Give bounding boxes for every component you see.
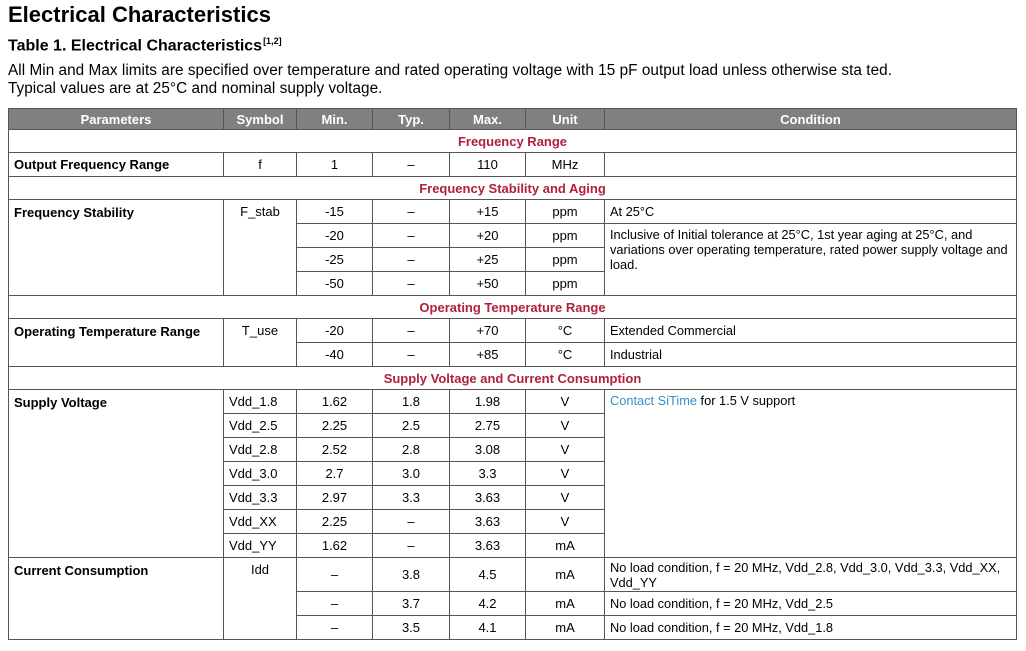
condition-cell: [605, 153, 1017, 177]
section-row: [9, 296, 1017, 319]
symbol-cell: Idd: [224, 558, 297, 640]
param-supply-voltage: Supply Voltage: [9, 390, 224, 558]
min-cell: -25: [297, 248, 373, 272]
typ-cell: –: [373, 510, 450, 534]
condition-cell: No load condition, f = 20 MHz, Vdd_1.8: [605, 616, 1017, 640]
unit-cell: mA: [526, 534, 605, 558]
param-frequency-stability: Frequency Stability: [9, 200, 224, 296]
symbol-cell: Vdd_2.8: [224, 438, 297, 462]
min-cell: –: [297, 558, 373, 592]
section-row: [9, 177, 1017, 200]
max-cell: 2.75: [450, 414, 526, 438]
min-cell: 1: [297, 153, 373, 177]
condition-cell: Extended Commercial: [605, 319, 1017, 343]
unit-cell: mA: [526, 616, 605, 640]
typ-cell: –: [373, 200, 450, 224]
page-title: Electrical Characteristics: [8, 2, 271, 27]
unit-cell: ppm: [526, 224, 605, 248]
max-cell: 110: [450, 153, 526, 177]
symbol-cell: Vdd_1.8: [224, 390, 297, 414]
min-cell: –: [297, 616, 373, 640]
min-cell: -40: [297, 343, 373, 367]
header-row: [9, 109, 1017, 130]
table-row: [9, 390, 1017, 414]
condition-cell: Inclusive of Initial tolerance at 25°C, 1st year aging at 25°C, and variations over operating temperature, rated power supply voltage and load.: [605, 224, 1017, 296]
max-cell: 3.08: [450, 438, 526, 462]
unit-cell: V: [526, 462, 605, 486]
electrical-characteristics-table: [8, 108, 1017, 640]
unit-cell: ppm: [526, 272, 605, 296]
table-row: [9, 319, 1017, 343]
unit-cell: °C: [526, 319, 605, 343]
min-cell: 2.97: [297, 486, 373, 510]
unit-cell: V: [526, 438, 605, 462]
header-typ: Typ.: [373, 109, 450, 130]
unit-cell: ppm: [526, 200, 605, 224]
symbol-cell: Vdd_3.0: [224, 462, 297, 486]
header-min: Min.: [297, 109, 373, 130]
typ-cell: 2.8: [373, 438, 450, 462]
symbol-cell: T_use: [224, 319, 297, 367]
typ-cell: 1.8: [373, 390, 450, 414]
symbol-cell: Vdd_YY: [224, 534, 297, 558]
table-caption-notes: [1,2]: [263, 36, 282, 46]
header-parameters: Parameters: [9, 109, 224, 130]
unit-cell: V: [526, 390, 605, 414]
unit-cell: V: [526, 414, 605, 438]
condition-cell: At 25°C: [605, 200, 1017, 224]
table-row: [9, 153, 1017, 177]
header-unit: Unit: [526, 109, 605, 130]
typ-cell: –: [373, 153, 450, 177]
min-cell: -20: [297, 319, 373, 343]
param-current-consumption: Current Consumption: [9, 558, 224, 640]
header-condition: Condition: [605, 109, 1017, 130]
max-cell: 1.98: [450, 390, 526, 414]
min-cell: 1.62: [297, 390, 373, 414]
header-symbol: Symbol: [224, 109, 297, 130]
condition-cell: No load condition, f = 20 MHz, Vdd_2.8, Vdd_3.0, Vdd_3.3, Vdd_XX, Vdd_YY: [605, 558, 1017, 592]
symbol-cell: Vdd_XX: [224, 510, 297, 534]
max-cell: 3.3: [450, 462, 526, 486]
max-cell: +70: [450, 319, 526, 343]
max-cell: +85: [450, 343, 526, 367]
typ-cell: 3.0: [373, 462, 450, 486]
max-cell: +20: [450, 224, 526, 248]
intro-line-2: Typical values are at 25°C and nominal supply voltage.: [8, 80, 383, 97]
condition-cell: No load condition, f = 20 MHz, Vdd_2.5: [605, 592, 1017, 616]
symbol-cell: f: [224, 153, 297, 177]
intro-line-1: All Min and Max limits are specified over temperature and rated operating voltage with 15 pF output load unless otherwise sta ted.: [8, 62, 892, 79]
max-cell: +50: [450, 272, 526, 296]
min-cell: –: [297, 592, 373, 616]
symbol-cell: Vdd_3.3: [224, 486, 297, 510]
max-cell: 3.63: [450, 534, 526, 558]
table-row: [9, 200, 1017, 224]
condition-cell: Industrial: [605, 343, 1017, 367]
unit-cell: MHz: [526, 153, 605, 177]
unit-cell: °C: [526, 343, 605, 367]
table-caption-text: Table 1. Electrical Characteristics: [8, 37, 263, 55]
unit-cell: ppm: [526, 248, 605, 272]
table-row: [9, 558, 1017, 592]
header-max: Max.: [450, 109, 526, 130]
min-cell: -15: [297, 200, 373, 224]
min-cell: -20: [297, 224, 373, 248]
section-frequency-stability: Frequency Stability and Aging: [9, 177, 1017, 200]
unit-cell: mA: [526, 592, 605, 616]
typ-cell: 3.3: [373, 486, 450, 510]
typ-cell: –: [373, 319, 450, 343]
section-row: [9, 367, 1017, 390]
section-operating-temperature: Operating Temperature Range: [9, 296, 1017, 319]
max-cell: 4.1: [450, 616, 526, 640]
min-cell: 2.52: [297, 438, 373, 462]
typ-cell: 2.5: [373, 414, 450, 438]
typ-cell: –: [373, 343, 450, 367]
max-cell: 4.2: [450, 592, 526, 616]
typ-cell: 3.7: [373, 592, 450, 616]
max-cell: +25: [450, 248, 526, 272]
unit-cell: V: [526, 486, 605, 510]
param-operating-temperature-range: Operating Temperature Range: [9, 319, 224, 367]
min-cell: 2.25: [297, 414, 373, 438]
typ-cell: –: [373, 272, 450, 296]
table-caption: [8, 36, 282, 55]
min-cell: 1.62: [297, 534, 373, 558]
typ-cell: –: [373, 534, 450, 558]
section-row: [9, 130, 1017, 153]
contact-sitime-link[interactable]: Contact SiTime: [610, 393, 697, 408]
max-cell: 3.63: [450, 510, 526, 534]
param-output-frequency-range: Output Frequency Range: [9, 153, 224, 177]
condition-text: for 1.5 V support: [697, 393, 796, 408]
section-frequency-range: Frequency Range: [9, 130, 1017, 153]
max-cell: +15: [450, 200, 526, 224]
intro-paragraph: [8, 62, 1023, 98]
typ-cell: –: [373, 224, 450, 248]
min-cell: 2.25: [297, 510, 373, 534]
symbol-cell: Vdd_2.5: [224, 414, 297, 438]
unit-cell: V: [526, 510, 605, 534]
condition-cell: [605, 390, 1017, 558]
max-cell: 3.63: [450, 486, 526, 510]
min-cell: 2.7: [297, 462, 373, 486]
min-cell: -50: [297, 272, 373, 296]
typ-cell: 3.5: [373, 616, 450, 640]
unit-cell: mA: [526, 558, 605, 592]
max-cell: 4.5: [450, 558, 526, 592]
typ-cell: –: [373, 248, 450, 272]
symbol-cell: F_stab: [224, 200, 297, 296]
typ-cell: 3.8: [373, 558, 450, 592]
section-supply-voltage-current: Supply Voltage and Current Consumption: [9, 367, 1017, 390]
